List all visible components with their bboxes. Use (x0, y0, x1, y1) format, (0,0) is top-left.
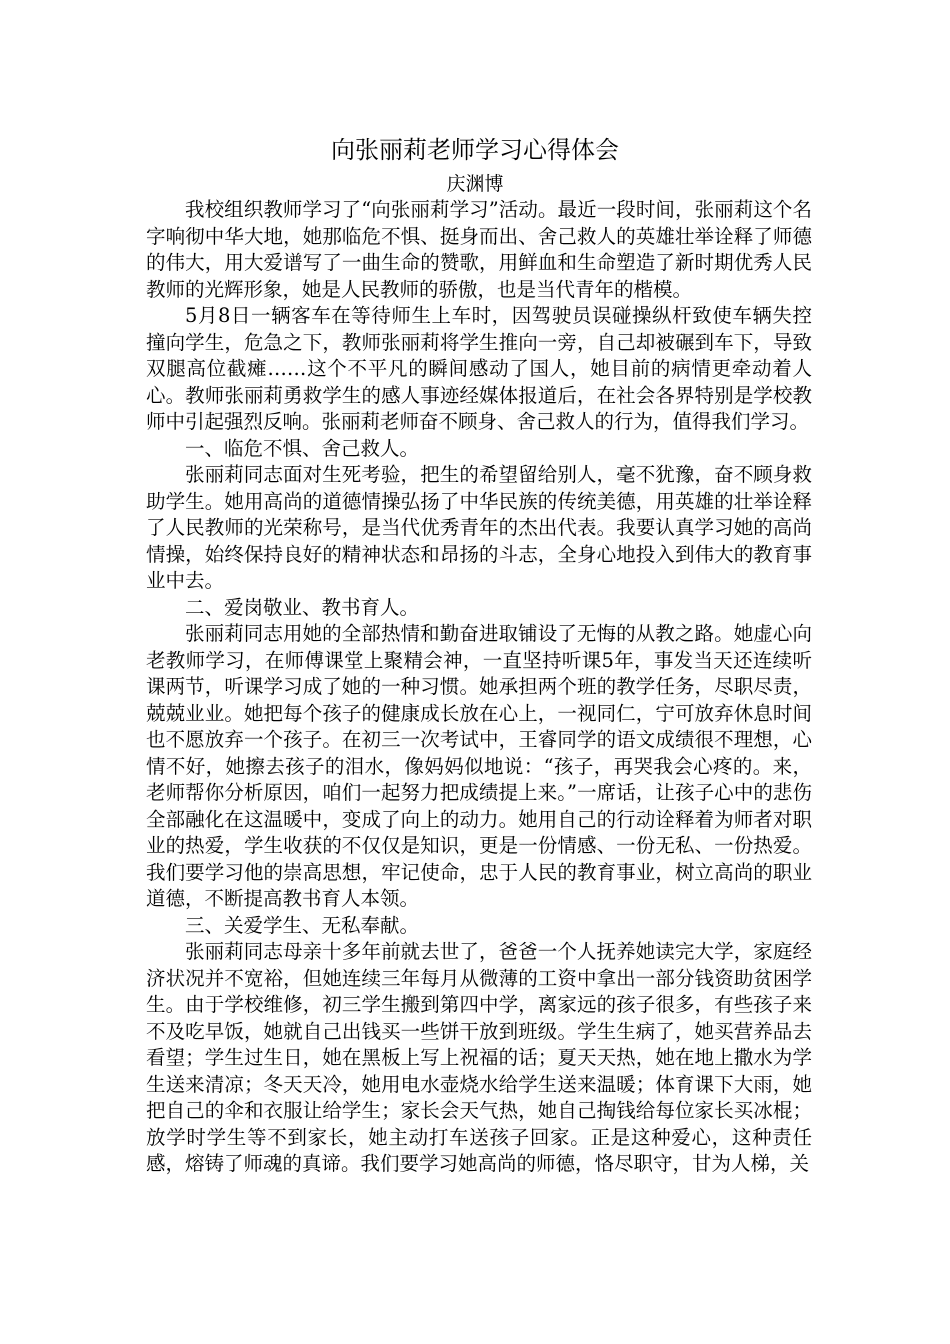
paragraph-event: 5月8日一辆客车在等待师生上车时，因驾驶员误碰操纵杆致使车辆失控撞向学生，危急之下，教师张丽莉将学生推向一旁，自己却被碾到车下，导致双腿高位截瘫……这个不平凡的瞬间感动了国人，她目前的病情更牵动着人心。教师张丽莉勇救学生的感人事迹经媒体报道后，在社会各界特别是学校教师中引起强烈反响。张丽莉老师奋不顾身、舍己救人的行为，值得我们学习。 (146, 304, 812, 433)
section-heading-3: 三、关爱学生、无私奉献。 (185, 913, 420, 937)
paragraph-section-1: 张丽莉同志面对生死考验，把生的希望留给别人，毫不犹豫，奋不顾身救助学生。她用高尚的道德情操弘扬了中华民族的传统美德，用英雄的壮举诠释了人民教师的光荣称号，是当代优秀青年的杰出代表。我要认真学习她的高尚情操，始终保持良好的精神状态和昂扬的斗志，全身心地投入到伟大的教育事业中去。 (146, 463, 812, 592)
document-body (146, 197, 812, 1178)
section-heading-1: 一、临危不惧、舍己救人。 (185, 436, 420, 460)
document-author: 庆渊博 (446, 173, 504, 195)
paragraph-section-2: 张丽莉同志用她的全部热情和勤奋进取铺设了无悔的从教之路。她虚心向老教师学习，在师傅课堂上聚精会神，一直坚持听课5年，事发当天还连续听课两节，听课学习成了她的一种习惯。她承担两个班的教学任务，尽职尽责，兢兢业业。她把每个孩子的健康成长放在心上，一视同仁，宁可放弃休息时间也不愿放弃一个孩子。在初三一次考试中，王睿同学的语文成绩很不理想，心情不好，她擦去孩子的泪水，像妈妈似地说：“孩子，再哭我会心疼的。来，老师帮你分析原因，咱们一起努力把成绩提上来。”一席话，让孩子心中的悲伤全部融化在这温暖中，变成了向上的动力。她用自己的行动诠释着为师者对职业的热爱，学生收获的不仅仅是知识，更是一份情感、一份无私、一份热爱。我们要学习他的崇高思想，牢记使命，忠于人民的教育事业，树立高尚的职业道德，不断提高教书育人本领。 (146, 622, 812, 910)
paragraph-intro: 我校组织教师学习了“向张丽莉学习”活动。最近一段时间，张丽莉这个名字响彻中华大地，她那临危不惧、挺身而出、舍己救人的英雄壮举诠释了师德的伟大，用大爱谱写了一曲生命的赞歌，用鲜血和生命塑造了新时期优秀人民教师的光辉形象，她是人民教师的骄傲，也是当代青年的楷模。 (146, 198, 812, 301)
document-title: 向张丽莉老师学习心得体会 (331, 136, 619, 164)
paragraph-section-3: 张丽莉同志母亲十多年前就去世了，爸爸一个人抚养她读完大学，家庭经济状况并不宽裕，但她连续三年每月从微薄的工资中拿出一部分钱资助贫困学生。由于学校维修，初三学生搬到第四中学，离家远的孩子很多，有些孩子来不及吃早饭，她就自己出钱买一些饼干放到班级。学生生病了，她买营养品去看望；学生过生日，她在黑板上写上祝福的话；夏天天热，她在地上撒水为学生送来清凉；冬天天冷，她用电水壶烧水给学生送来温暖；体育课下大雨，她把自己的伞和衣服让给学生；家长会天气热，她自己掏钱给每位家长买冰棍；放学时学生等不到家长，她主动打车送孩子回家。正是这种爱心，这种责任感，熔铸了师魂的真谛。我们要学习她高尚的师德，恪尽职守，甘为人梯，关 (146, 940, 812, 1175)
section-heading-2: 二、爱岗敬业、教书育人。 (185, 595, 420, 619)
